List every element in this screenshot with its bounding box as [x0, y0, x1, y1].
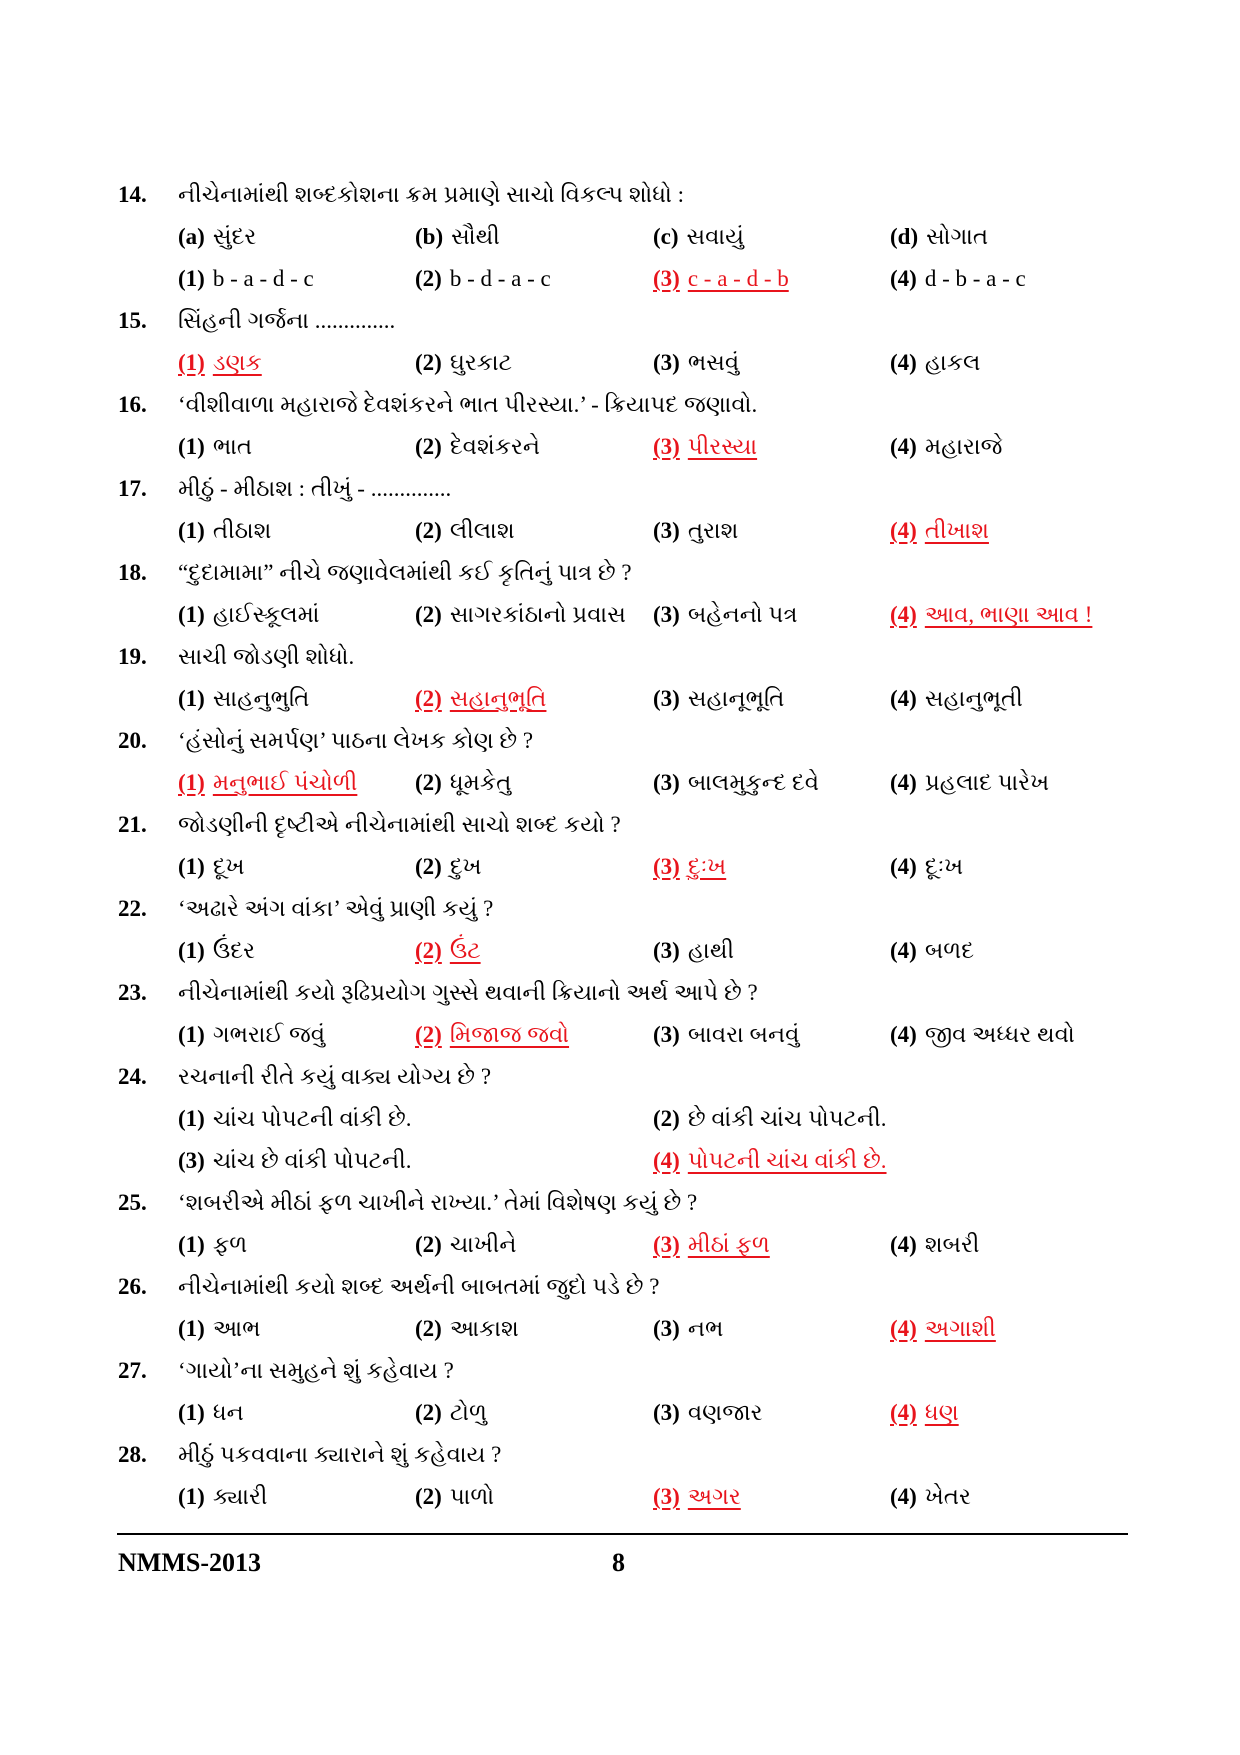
option-label: (1) [178, 434, 205, 459]
option-label: (3) [653, 854, 680, 879]
question-text: મીઠું પકવવાના ક્યારાને શું કહેવાય ? [178, 1442, 502, 1467]
option-label: (4) [890, 1316, 917, 1341]
option-label: (1) [178, 518, 205, 543]
option-text: જીવ અધ્ધર થવો [924, 1022, 1075, 1047]
option-label: (2) [415, 1232, 442, 1257]
option-text: પાળો [449, 1484, 495, 1509]
question-text: જોડણીની દૃષ્ટીએ નીચેનામાંથી સાચો શબ્દ કયો ? [178, 812, 621, 837]
option-label: (3) [653, 1232, 680, 1257]
option-text: સાહનુભુતિ [212, 686, 310, 711]
option-row [118, 1308, 1128, 1350]
option-text: ધણ [924, 1400, 959, 1425]
answer-option [653, 1098, 887, 1140]
option-text: ભાત [212, 434, 253, 459]
option-label: (2) [653, 1106, 680, 1131]
correct-answer-option [890, 594, 1092, 636]
option-text: મીઠાં ફળ [687, 1232, 770, 1257]
option-label: (2) [415, 350, 442, 375]
option-text: હાઈસ્કૂલમાં [212, 602, 320, 627]
answer-option [178, 1014, 325, 1056]
question-number: 21. [118, 812, 147, 837]
option-text: તુરાશ [687, 518, 739, 543]
correct-answer-option [653, 1140, 887, 1182]
option-text: પ્રહલાદ પારેખ [924, 770, 1050, 795]
answer-option [415, 846, 482, 888]
question-row [118, 552, 1128, 594]
question-row [118, 804, 1128, 846]
question-text: “દુદામામા” નીચે જણાવેલમાંથી કઈ કૃતિનું પાત્ર છે ? [178, 560, 632, 585]
option-label: (4) [890, 854, 917, 879]
option-text: b - d - a - c [449, 266, 551, 291]
option-row [118, 216, 1128, 258]
option-text: બહેનનો પત્ર [687, 602, 798, 627]
correct-answer-option [415, 678, 546, 720]
question-row [118, 1434, 1128, 1476]
question-number: 28. [118, 1442, 147, 1467]
answer-option [178, 930, 255, 972]
answer-option [178, 1308, 260, 1350]
option-text: ભસવું [687, 350, 740, 375]
option-row [118, 258, 1128, 300]
option-row [118, 1098, 1128, 1140]
question-text: ‘શબરીએ મીઠાં ફળ ચાખીને રાખ્યા.’ તેમાં વિશેષણ કયું છે ? [178, 1190, 698, 1215]
option-label: (2) [415, 770, 442, 795]
answer-option [890, 426, 1002, 468]
option-text: પીરસ્યા [687, 434, 758, 459]
correct-answer-option [653, 1476, 741, 1518]
option-label: (1) [178, 686, 205, 711]
option-text: સાગરકાંઠાનો પ્રવાસ [449, 602, 626, 627]
option-label: (1) [178, 1106, 205, 1131]
option-label: (2) [415, 1316, 442, 1341]
option-label: (4) [890, 1232, 917, 1257]
correct-answer-option [653, 426, 757, 468]
option-label: (1) [178, 1232, 205, 1257]
option-text: ધૂમકેતુ [449, 770, 512, 795]
option-label: (4) [890, 518, 917, 543]
option-label: (4) [890, 266, 917, 291]
option-text: બાવરા બનવું [687, 1022, 800, 1047]
answer-option [178, 1392, 244, 1434]
option-text: બાલમુકુન્દ દવે [687, 770, 820, 795]
question-text: ‘હંસોનું સમર્પણ’ પાઠના લેખક કોણ છે ? [178, 728, 534, 753]
question-22 [118, 888, 1128, 972]
question-text: સિંહની ગર્જના .............. [178, 308, 396, 333]
answer-option [178, 678, 309, 720]
answer-option [415, 342, 512, 384]
option-label: (1) [178, 350, 205, 375]
option-label: (2) [415, 266, 442, 291]
option-text: મહારાજે [924, 434, 1003, 459]
option-text: સહાનુભૂતી [924, 686, 1023, 711]
answer-option [178, 846, 245, 888]
option-text: અગર [687, 1484, 741, 1509]
question-26 [118, 1266, 1128, 1350]
option-row [118, 1014, 1128, 1056]
correct-answer-option [890, 1308, 996, 1350]
correct-answer-option [178, 342, 262, 384]
answer-option [415, 216, 500, 258]
option-text: ડણક [212, 350, 262, 375]
option-label: (3) [653, 266, 680, 291]
option-text: સૌથી [451, 224, 500, 249]
option-label: (2) [415, 434, 442, 459]
question-24 [118, 1056, 1128, 1182]
option-label: (2) [415, 518, 442, 543]
option-label: (3) [653, 938, 680, 963]
option-text: પોપટની ચાંચ વાંકી છે. [687, 1148, 887, 1173]
answer-option [653, 1014, 799, 1056]
question-27 [118, 1350, 1128, 1434]
option-label: (3) [178, 1148, 205, 1173]
option-text: સહાનુભૂતિ [449, 686, 547, 711]
option-label: (1) [178, 1484, 205, 1509]
option-label: (3) [653, 1316, 680, 1341]
question-row [118, 174, 1128, 216]
option-label: (a) [178, 224, 205, 249]
option-label: (b) [415, 224, 444, 249]
correct-answer-option [653, 846, 726, 888]
question-text: નીચેનામાંથી શબ્દકોશના ક્રમ પ્રમાણે સાચો વિકલ્પ શોધો : [178, 182, 684, 207]
option-label: (4) [890, 1022, 917, 1047]
answer-option [890, 342, 980, 384]
option-label: (2) [415, 938, 442, 963]
question-row [118, 1266, 1128, 1308]
option-text: તીઠાશ [212, 518, 272, 543]
question-row [118, 468, 1128, 510]
answer-option [415, 594, 626, 636]
question-text: ‘ગાયો’ના સમુહને શું કહેવાય ? [178, 1358, 454, 1383]
option-text: ઉંટ [449, 938, 481, 963]
correct-answer-option [653, 258, 789, 300]
question-text: સાચી જોડણી શોધો. [178, 644, 355, 669]
question-row [118, 972, 1128, 1014]
question-row [118, 888, 1128, 930]
option-row [118, 594, 1128, 636]
answer-option [178, 1140, 412, 1182]
option-text: મિજાજ જવો [449, 1022, 570, 1047]
question-17 [118, 468, 1128, 552]
option-label: (1) [178, 602, 205, 627]
option-label: (3) [653, 770, 680, 795]
option-label: (2) [415, 686, 442, 711]
answer-option [890, 846, 963, 888]
option-row [118, 1476, 1128, 1518]
option-label: (4) [890, 1400, 917, 1425]
option-text: મનુભાઈ પંચોળી [212, 770, 358, 795]
page-number: 8 [612, 1548, 625, 1577]
option-text: ધન [212, 1400, 244, 1425]
option-label: (3) [653, 1400, 680, 1425]
option-text: ટોળુ [449, 1400, 487, 1425]
option-text: b - a - d - c [212, 266, 314, 291]
option-label: (4) [890, 1484, 917, 1509]
option-text: ચાંચ પોપટની વાંકી છે. [212, 1106, 412, 1131]
question-18 [118, 552, 1128, 636]
question-number: 24. [118, 1064, 147, 1089]
question-14 [118, 174, 1128, 300]
option-label: (2) [415, 1400, 442, 1425]
question-21 [118, 804, 1128, 888]
option-label: (2) [415, 1022, 442, 1047]
option-row [118, 846, 1128, 888]
question-row [118, 384, 1128, 426]
option-row [118, 678, 1128, 720]
option-label: (2) [415, 602, 442, 627]
option-text: નભ [687, 1316, 724, 1341]
exam-name: NMMS-2013 [118, 1548, 261, 1577]
question-number: 17. [118, 476, 147, 501]
option-label: (4) [890, 434, 917, 459]
option-label: (3) [653, 1484, 680, 1509]
option-text: દુઃખ [687, 854, 727, 879]
option-label: (3) [653, 1022, 680, 1047]
option-text: સહાનૂભૂતિ [687, 686, 785, 711]
option-label: (d) [890, 224, 919, 249]
question-16 [118, 384, 1128, 468]
option-text: સોગાત [926, 224, 989, 249]
option-text: બળદ [924, 938, 975, 963]
question-20 [118, 720, 1128, 804]
question-number: 18. [118, 560, 147, 585]
option-label: (1) [178, 1400, 205, 1425]
answer-option [178, 1476, 268, 1518]
answer-option [890, 678, 1023, 720]
question-text: મીઠું - મીઠાશ : તીખું - .............. [178, 476, 452, 501]
option-label: (4) [890, 938, 917, 963]
question-25 [118, 1182, 1128, 1266]
option-label: (3) [653, 434, 680, 459]
answer-option [178, 258, 314, 300]
option-text: લીલાશ [449, 518, 515, 543]
answer-option [653, 1308, 723, 1350]
option-label: (4) [890, 350, 917, 375]
option-label: (2) [415, 1484, 442, 1509]
question-23 [118, 972, 1128, 1056]
option-text: d - b - a - c [924, 266, 1026, 291]
option-text: આભ [212, 1316, 261, 1341]
question-19 [118, 636, 1128, 720]
option-text: ઘુરકાટ [449, 350, 512, 375]
option-row [118, 510, 1128, 552]
question-number: 20. [118, 728, 147, 753]
question-row [118, 636, 1128, 678]
answer-option [653, 510, 738, 552]
option-text: દુખ [449, 854, 482, 879]
answer-option [890, 1224, 980, 1266]
question-number: 14. [118, 182, 147, 207]
option-row [118, 1140, 1128, 1182]
option-label: (4) [890, 686, 917, 711]
question-number: 25. [118, 1190, 147, 1215]
correct-answer-option [653, 1224, 770, 1266]
option-text: તીખાશ [924, 518, 989, 543]
answer-option [178, 1098, 412, 1140]
answer-option [178, 426, 252, 468]
option-label: (3) [653, 602, 680, 627]
option-text: હાકલ [924, 350, 981, 375]
answer-option [178, 594, 319, 636]
correct-answer-option [890, 1392, 959, 1434]
correct-answer-option [415, 1014, 569, 1056]
answer-option [890, 762, 1049, 804]
question-row [118, 1182, 1128, 1224]
question-number: 27. [118, 1358, 147, 1383]
option-text: દૂઃખ [924, 854, 964, 879]
option-label: (1) [178, 854, 205, 879]
answer-option [415, 1224, 516, 1266]
option-text: દેવશંકરને [449, 434, 541, 459]
correct-answer-option [415, 930, 481, 972]
option-label: (1) [178, 1316, 205, 1341]
option-row [118, 342, 1128, 384]
answer-option [415, 1392, 487, 1434]
answer-option [653, 1392, 763, 1434]
answer-option [890, 216, 988, 258]
option-label: (3) [653, 518, 680, 543]
question-row [118, 1056, 1128, 1098]
option-label: (4) [890, 602, 917, 627]
option-label: (4) [890, 770, 917, 795]
option-text: આકાશ [449, 1316, 519, 1341]
option-text: ચાંચ છે વાંકી પોપટની. [212, 1148, 412, 1173]
option-text: ચાખીને [449, 1232, 517, 1257]
answer-option [653, 342, 739, 384]
question-number: 22. [118, 896, 147, 921]
option-label: (3) [653, 350, 680, 375]
answer-option [890, 930, 974, 972]
question-number: 26. [118, 1274, 147, 1299]
option-row [118, 1224, 1128, 1266]
answer-option [653, 594, 798, 636]
question-28 [118, 1434, 1128, 1518]
option-row [118, 426, 1128, 468]
option-text: ફળ [212, 1232, 248, 1257]
question-list [118, 174, 1128, 1518]
option-text: શબરી [924, 1232, 980, 1257]
option-label: (1) [178, 770, 205, 795]
option-text: વણજાર [687, 1400, 763, 1425]
answer-option [415, 1476, 494, 1518]
answer-option [653, 216, 744, 258]
answer-option [890, 1014, 1075, 1056]
answer-option [178, 216, 256, 258]
answer-option [890, 258, 1026, 300]
question-text: રચનાની રીતે કયું વાક્ય યોગ્ય છે ? [178, 1064, 492, 1089]
answer-option [890, 1476, 971, 1518]
option-row [118, 930, 1128, 972]
option-text: અગાશી [924, 1316, 996, 1341]
question-text: ‘વીશીવાળા મહારાજે દેવશંકરને ભાત પીરસ્યા.’ - ક્રિયાપદ જણાવો. [178, 392, 758, 417]
question-text: નીચેનામાંથી કયો શબ્દ અર્થની બાબતમાં જુદો પડે છે ? [178, 1274, 660, 1299]
question-number: 19. [118, 644, 147, 669]
option-text: હાથી [687, 938, 735, 963]
footer-divider [117, 1533, 1128, 1535]
correct-answer-option [890, 510, 989, 552]
option-text: આવ, ભાણા આવ ! [924, 602, 1093, 627]
question-text: ‘અઢારે અંગ વાંકા’ એવું પ્રાણી કયું ? [178, 896, 494, 921]
option-row [118, 762, 1128, 804]
option-label: (1) [178, 266, 205, 291]
answer-option [415, 510, 515, 552]
question-number: 15. [118, 308, 147, 333]
option-label: (c) [653, 224, 679, 249]
answer-option [653, 678, 784, 720]
answer-option [415, 1308, 519, 1350]
option-label: (1) [178, 938, 205, 963]
question-text: નીચેનામાંથી કયો રૂઢિપ્રયોગ ગુસ્સે થવાની ક્રિયાનો અર્થ આપે છે ? [178, 980, 758, 1005]
answer-option [415, 426, 540, 468]
question-row [118, 1350, 1128, 1392]
correct-answer-option [178, 762, 357, 804]
option-label: (1) [178, 1022, 205, 1047]
answer-option [178, 1224, 247, 1266]
answer-option [178, 510, 271, 552]
question-number: 16. [118, 392, 147, 417]
option-label: (2) [415, 854, 442, 879]
answer-option [415, 258, 551, 300]
option-text: સવાયું [686, 224, 744, 249]
option-text: ઉંદર [212, 938, 255, 963]
option-text: સુંદર [212, 224, 257, 249]
option-text: ક્યારી [212, 1484, 268, 1509]
option-label: (3) [653, 686, 680, 711]
question-15 [118, 300, 1128, 384]
answer-option [415, 762, 511, 804]
question-row [118, 720, 1128, 762]
option-text: ગભરાઈ જવું [212, 1022, 326, 1047]
answer-option [653, 762, 819, 804]
question-row [118, 300, 1128, 342]
question-number: 23. [118, 980, 147, 1005]
option-row [118, 1392, 1128, 1434]
option-text: ખેતર [924, 1484, 971, 1509]
option-text: છે વાંકી ચાંચ પોપટની. [687, 1106, 887, 1131]
option-label: (4) [653, 1148, 680, 1173]
option-text: c - a - d - b [687, 266, 789, 291]
answer-option [653, 930, 734, 972]
option-text: દૂખ [212, 854, 245, 879]
